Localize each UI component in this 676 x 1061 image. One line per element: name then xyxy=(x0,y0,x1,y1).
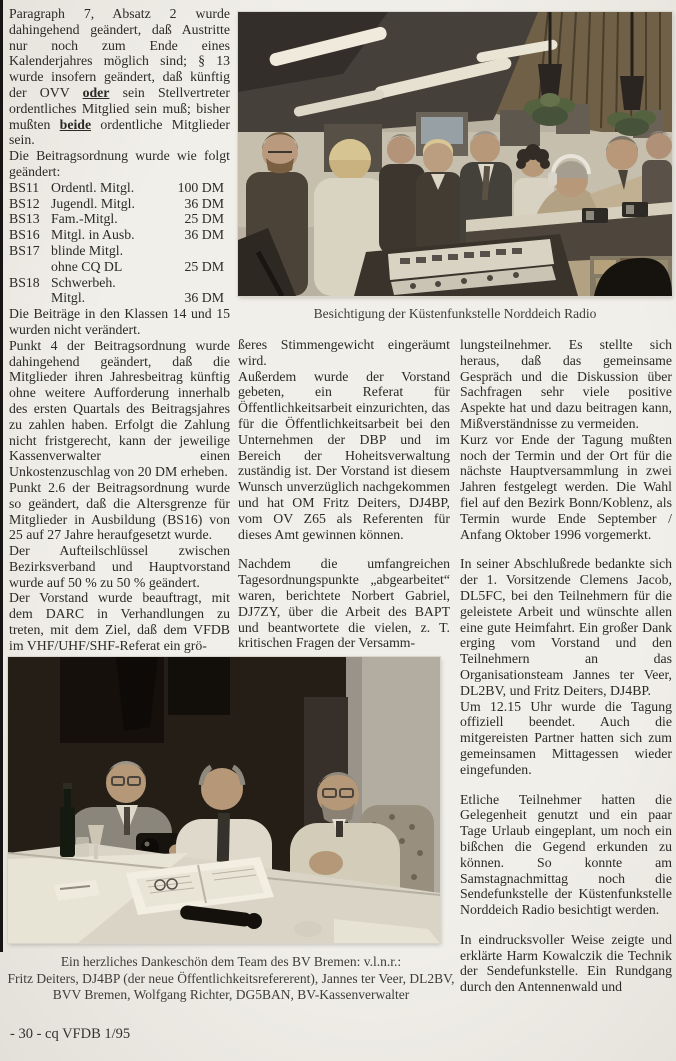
paragraph: Punkt 2.6 der Beitragsordnung wurde so geändert, daß die Altersgrenze für Mitglieder in Ausbildung (BS16) von 25 auf 27 Jahre heraufgesetzt wurde. xyxy=(9,479,230,543)
bottom-photo-caption xyxy=(0,954,462,1004)
fee-row xyxy=(9,196,230,212)
page-footer: - 30 - cq VFDB 1/95 xyxy=(10,1026,131,1042)
paragraph: Nachdem die umfangreichen Tagesordnungspunkte „abgearbeitet“ waren, berichtete Norbert Gabriel, DJ7ZY, über die Arbeit des BAPT und beantwortete die vielen, z. T. kritischen Fragen der Versamm- xyxy=(238,556,450,651)
paragraph-text: ordentliche Mitglieder sein. xyxy=(9,116,230,148)
caption-line: BVV Bremen, Wolfgang Richter, DG5BAN, BV-Kassenverwalter xyxy=(52,987,410,1002)
caption-line: Fritz Deiters, DJ4BP (der neue Öffentlichkeitsrefererent), Jannes ter Veer, DL2BV, xyxy=(7,970,455,986)
fee-code: BS18 xyxy=(9,274,40,290)
paragraph: Die Beitragsordnung wurde wie folgt geändert: xyxy=(9,148,230,179)
fee-label: Jugendl. Mitgl. xyxy=(51,195,135,211)
paragraph: Die Beiträge in den Klassen 14 und 15 wurden nicht verändert. xyxy=(9,306,230,337)
paragraph: Der Aufteilschlüssel zwischen Bezirksverband und Hauptvorstand wurde auf 50 % zu 50 % geändert. xyxy=(9,543,230,590)
fee-row-continuation xyxy=(9,259,230,275)
fee-amount: 36 DM xyxy=(184,195,224,211)
fee-code: BS16 xyxy=(9,227,40,243)
paragraph: In eindrucksvoller Weise zeigte und erklärte Harm Kowalczik die Technik der Sendefunkstelle. Ein Rundgang durch den Antennenwald und xyxy=(460,931,672,995)
fee-amount: 100 DM xyxy=(177,179,224,195)
paragraph: ßeres Stimmengewicht eingeräumt wird. xyxy=(238,337,450,368)
fee-label: Schwerbeh. xyxy=(51,274,116,290)
paragraph: Außerdem wurde der Vorstand gebeten, ein Referat für Öffentlichkeitsarbeit einzurichten, das für die Öffentlichkeitsarbeit bei den Unternehmen der DBP und im Bereich der Hoheitsverwaltung zuständig ist. Der Vorstand ist diesem Wunsch unverzüglich nachgekommen und hat OM Fritz Deiters, DJ4BP, vom OV Z65 als Referenten für dieses Amt gewinnen können. xyxy=(238,368,450,542)
paragraph-text: sein Stellvertreter ordentliches Mitglied sein muß; bisher mußten xyxy=(9,84,230,132)
fee-label: Mitgl. xyxy=(51,290,86,306)
fee-code: BS12 xyxy=(9,195,40,211)
fee-label: Mitgl. in Ausb. xyxy=(51,227,135,243)
fee-row xyxy=(9,211,230,227)
fee-code: BS13 xyxy=(9,211,40,227)
emphasized-word: beide xyxy=(59,116,92,132)
top-photo xyxy=(238,12,672,296)
fee-amount: 25 DM xyxy=(184,211,224,227)
fee-label: blinde Mitgl. xyxy=(51,242,124,258)
fee-label: Ordentl. Mitgl. xyxy=(51,179,135,195)
fee-amount: 36 DM xyxy=(184,227,224,243)
caption-line: Ein herzliches Dankeschön dem Team des BV Bremen: v.l.n.r.: xyxy=(60,954,402,969)
paragraph: Kurz vor Ende der Tagung mußten noch der Termin und der Ort für die nächste Hauptversammlung in zwei Jahren festgelegt werden. Die Wahl fiel auf den Bezirk Bonn/Koblenz, als Termin wurde Ende September / Anfang Oktober 1996 vorgemerkt. xyxy=(460,431,672,542)
fee-code: BS11 xyxy=(9,179,40,195)
right-text-column xyxy=(460,337,672,995)
fee-row xyxy=(9,275,230,291)
top-photo-caption: Besichtigung der Küstenfunkstelle Norddeich Radio xyxy=(313,306,597,321)
fee-amount: 36 DM xyxy=(184,290,224,306)
paragraph: In seiner Abschlußrede bedankte sich der 1. Vorsitzende Clemens Jacob, DL5FC, bei den Teilnehmern für die geleistete Arbeit und wünschte allen eine gute Heimfahrt. Ein großer Dank erging vom Vorstand und den Teilnehmern an das Organisationsteam Jannes ter Veer, DL2BV, und Fritz Deiters, DJ4BP. xyxy=(460,556,672,698)
paragraph: Etliche Teilnehmer hatten die Gelegenheit genutzt und ein paar Tage Urlaub eingeplant, um noch ein bißchen die Gegend erkunden zu können. So konnte am Samstagnachmittag noch die Sendefunkstelle der Küstenfunkstelle Norddeich Radio besichtigt werden. xyxy=(460,791,672,918)
paragraph: Um 12.15 Uhr wurde die Tagung offiziell beendet. Auch die mitgereisten Partner hatten sich zum gemeinsamen Mittagessen wieder eingefunden. xyxy=(460,698,672,777)
paragraph: Punkt 4 der Beitragsordnung wurde dahingehend geändert, daß die Mitglieder ihren Jahresbeitrag künftig ohne weitere Aufforderung innerhalb des ersten Quartals des Beitragsjahres zu zahlen haben. Erfolgt die Zahlung nicht fristgerecht, kann der jeweilige Kassenverwalter einen Unkostenzuschlag von 20 DM erheben. xyxy=(9,337,230,480)
fee-row xyxy=(9,227,230,243)
fee-row-continuation xyxy=(9,290,230,306)
bottom-photo xyxy=(8,657,440,943)
fee-label: Fam.-Mitgl. xyxy=(51,211,118,227)
paragraph-text: Paragraph 7, Absatz 2 wurde dahingehend geändert, daß Austritte nur noch zum Ende eines Kalenderjahres möglich sind; § 13 wurde insofern geändert, daß künftig der OVV xyxy=(9,6,230,100)
bottom-photo-illustration xyxy=(8,657,440,943)
fee-row xyxy=(9,243,230,259)
paragraph: lungsteilnehmer. Es stellte sich heraus, daß das gemeinsame Gespräch und die Diskussion über Sachfragen sehr viele positive Aspekte hat und dazu beitragen kann, Mißverständnisse zu vermeiden. xyxy=(460,337,672,431)
fee-row xyxy=(9,180,230,196)
paragraph: Der Vorstand wurde beauftragt, mit dem DARC in Verhandlungen zu treten, mit dem Ziel, daß dem VFDB im VHF/UHF/SHF-Referat ein grö- xyxy=(9,590,230,653)
fee-code: BS17 xyxy=(9,242,40,258)
scan-edge-artifact xyxy=(0,0,3,952)
emphasized-word: oder xyxy=(82,84,110,100)
fee-table xyxy=(9,180,230,306)
middle-text-column xyxy=(238,337,450,651)
paragraph xyxy=(9,6,230,148)
fee-label: ohne CQ DL xyxy=(51,258,123,274)
top-photo-illustration xyxy=(238,12,672,296)
left-text-column xyxy=(9,6,230,654)
fee-amount: 25 DM xyxy=(184,258,224,274)
